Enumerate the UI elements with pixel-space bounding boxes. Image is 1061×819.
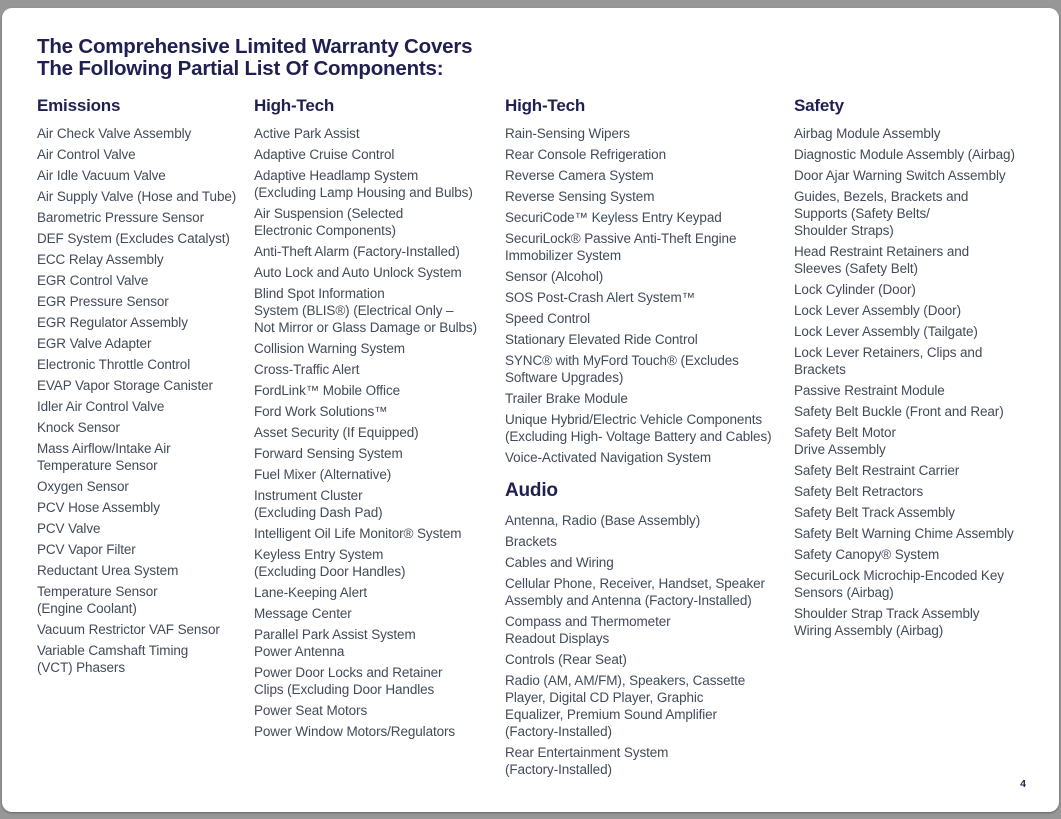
component-item bbox=[254, 403, 502, 420]
component-line: Reverse Sensing System bbox=[505, 189, 655, 204]
component-item bbox=[505, 575, 793, 609]
component-line: Clips (Excluding Door Handles bbox=[254, 682, 435, 697]
section-heading: High-Tech bbox=[254, 96, 335, 115]
component-item bbox=[254, 243, 502, 260]
page-title-line-2: The Following Partial List Of Components: bbox=[37, 57, 444, 80]
component-line: (Excluding Lamp Housing and Bulbs) bbox=[254, 185, 473, 200]
component-line: Ford Work Solutions™ bbox=[254, 404, 388, 419]
component-line: Supports (Safety Belts/ bbox=[794, 206, 930, 221]
component-line: Equalizer, Premium Sound Amplifier bbox=[505, 707, 717, 722]
component-line: Power Window Motors/Regulators bbox=[254, 724, 456, 739]
component-item bbox=[505, 125, 793, 142]
component-item bbox=[505, 209, 793, 226]
component-line: Vacuum Restrictor VAF Sensor bbox=[37, 622, 220, 637]
component-line: SecuriCode™ Keyless Entry Keypad bbox=[505, 210, 722, 225]
component-line: Air Control Valve bbox=[37, 147, 136, 162]
component-line: SOS Post-Crash Alert System™ bbox=[505, 290, 696, 305]
component-line: Barometric Pressure Sensor bbox=[37, 210, 204, 225]
component-item bbox=[37, 146, 251, 163]
component-line: Variable Camshaft Timing bbox=[37, 643, 189, 658]
component-line: Sensor (Alcohol) bbox=[505, 269, 604, 284]
component-line: Intelligent Oil Life Monitor® System bbox=[254, 526, 462, 541]
section-safety bbox=[794, 96, 1056, 639]
component-line: (Engine Coolant) bbox=[37, 601, 137, 616]
component-line: EGR Pressure Sensor bbox=[37, 294, 169, 309]
component-line: (VCT) Phasers bbox=[37, 660, 125, 675]
section-audio bbox=[505, 480, 793, 778]
component-item bbox=[794, 344, 1056, 378]
component-line: Temperature Sensor bbox=[37, 458, 158, 473]
component-line: Rear Console Refrigeration bbox=[505, 147, 666, 162]
component-item bbox=[794, 243, 1056, 277]
component-line: Air Supply Valve (Hose and Tube) bbox=[37, 189, 237, 204]
section-high-tech bbox=[505, 96, 793, 466]
component-line: Power Antenna bbox=[254, 644, 345, 659]
component-item bbox=[794, 525, 1056, 542]
component-item bbox=[794, 462, 1056, 479]
component-line: PCV Valve bbox=[37, 521, 101, 536]
component-item bbox=[254, 340, 502, 357]
component-line: Safety Belt Warning Chime Assembly bbox=[794, 526, 1014, 541]
component-item bbox=[254, 285, 502, 336]
component-line: Shoulder Strap Track Assembly bbox=[794, 606, 980, 621]
component-item bbox=[794, 188, 1056, 239]
warranty-column-1 bbox=[37, 96, 251, 676]
component-item bbox=[505, 554, 793, 571]
component-line: Air Check Valve Assembly bbox=[37, 126, 192, 141]
component-item bbox=[37, 419, 251, 436]
component-item bbox=[254, 424, 502, 441]
component-item bbox=[505, 411, 793, 445]
component-line: Cross-Traffic Alert bbox=[254, 362, 360, 377]
component-line: Player, Digital CD Player, Graphic bbox=[505, 690, 704, 705]
component-item bbox=[505, 188, 793, 205]
component-item bbox=[254, 205, 502, 239]
component-item bbox=[37, 440, 251, 474]
component-item bbox=[37, 314, 251, 331]
component-line: ECC Relay Assembly bbox=[37, 252, 164, 267]
component-item bbox=[37, 621, 251, 638]
component-line: Safety Belt Restraint Carrier bbox=[794, 463, 960, 478]
component-line: Parallel Park Assist System bbox=[254, 627, 416, 642]
component-item bbox=[37, 642, 251, 676]
component-item bbox=[37, 188, 251, 205]
component-line: Reverse Camera System bbox=[505, 168, 654, 183]
component-item bbox=[505, 331, 793, 348]
component-item bbox=[254, 445, 502, 462]
component-item bbox=[37, 272, 251, 289]
component-item bbox=[794, 504, 1056, 521]
component-item bbox=[794, 605, 1056, 639]
component-line: Trailer Brake Module bbox=[505, 391, 628, 406]
component-line: Power Seat Motors bbox=[254, 703, 368, 718]
component-item bbox=[254, 167, 502, 201]
component-item bbox=[254, 605, 502, 622]
component-line: Software Upgrades) bbox=[505, 370, 624, 385]
component-item bbox=[254, 466, 502, 483]
component-line: Rear Entertainment System bbox=[505, 745, 669, 760]
component-line: Brackets bbox=[505, 534, 557, 549]
component-item bbox=[37, 125, 251, 142]
page-title bbox=[37, 36, 472, 80]
component-line: EGR Regulator Assembly bbox=[37, 315, 188, 330]
component-line: Message Center bbox=[254, 606, 352, 621]
component-item bbox=[505, 167, 793, 184]
component-line: Keyless Entry System bbox=[254, 547, 384, 562]
component-line: Air Idle Vacuum Valve bbox=[37, 168, 166, 183]
component-line: Door Ajar Warning Switch Assembly bbox=[794, 168, 1006, 183]
component-line: Lock Lever Assembly (Door) bbox=[794, 303, 961, 318]
component-line: Instrument Cluster bbox=[254, 488, 363, 503]
component-line: Cables and Wiring bbox=[505, 555, 614, 570]
component-line: (Factory-Installed) bbox=[505, 762, 612, 777]
component-line: Readout Displays bbox=[505, 631, 610, 646]
component-item bbox=[505, 390, 793, 407]
component-line: Airbag Module Assembly bbox=[794, 126, 941, 141]
component-line: (Excluding High- Voltage Battery and Cables) bbox=[505, 429, 772, 444]
component-line: SYNC® with MyFord Touch® (Excludes bbox=[505, 353, 739, 368]
component-line: DEF System (Excludes Catalyst) bbox=[37, 231, 230, 246]
component-item bbox=[505, 352, 793, 386]
component-line: Head Restraint Retainers and bbox=[794, 244, 970, 259]
component-line: Assembly and Antenna (Factory-Installed) bbox=[505, 593, 752, 608]
component-item bbox=[794, 323, 1056, 340]
component-item bbox=[254, 626, 502, 660]
component-item bbox=[505, 651, 793, 668]
component-item bbox=[794, 146, 1056, 163]
component-item bbox=[505, 744, 793, 778]
component-line: Lock Lever Assembly (Tailgate) bbox=[794, 324, 978, 339]
component-line: Diagnostic Module Assembly (Airbag) bbox=[794, 147, 1015, 162]
component-line: Air Suspension (Selected bbox=[254, 206, 404, 221]
component-line: Radio (AM, AM/FM), Speakers, Cassette bbox=[505, 673, 746, 688]
component-line: Guides, Bezels, Brackets and bbox=[794, 189, 969, 204]
component-line: (Excluding Door Handles) bbox=[254, 564, 406, 579]
component-line: Idler Air Control Valve bbox=[37, 399, 165, 414]
component-line: Sleeves (Safety Belt) bbox=[794, 261, 918, 276]
component-item bbox=[794, 403, 1056, 420]
component-item bbox=[37, 398, 251, 415]
component-item bbox=[505, 310, 793, 327]
component-line: Anti-Theft Alarm (Factory-Installed) bbox=[254, 244, 460, 259]
component-item bbox=[794, 281, 1056, 298]
component-item bbox=[37, 335, 251, 352]
component-item bbox=[254, 525, 502, 542]
component-line: Compass and Thermometer bbox=[505, 614, 671, 629]
component-line: Asset Security (If Equipped) bbox=[254, 425, 419, 440]
section-heading: Emissions bbox=[37, 96, 121, 115]
component-line: System (BLIS®) (Electrical Only – bbox=[254, 303, 454, 318]
component-line: Adaptive Headlamp System bbox=[254, 168, 419, 183]
component-item bbox=[37, 230, 251, 247]
component-line: PCV Vapor Filter bbox=[37, 542, 136, 557]
component-line: EGR Control Valve bbox=[37, 273, 149, 288]
component-line: Brackets bbox=[794, 362, 846, 377]
component-item bbox=[505, 146, 793, 163]
component-item bbox=[37, 377, 251, 394]
component-line: (Excluding Dash Pad) bbox=[254, 505, 383, 520]
component-item bbox=[37, 562, 251, 579]
section-heading: Audio bbox=[505, 480, 558, 501]
component-line: Safety Belt Track Assembly bbox=[794, 505, 955, 520]
component-item bbox=[254, 723, 502, 740]
component-item bbox=[254, 146, 502, 163]
component-line: Adaptive Cruise Control bbox=[254, 147, 395, 162]
component-item bbox=[794, 483, 1056, 500]
component-line: Controls (Rear Seat) bbox=[505, 652, 627, 667]
component-item bbox=[505, 512, 793, 529]
component-line: Antenna, Radio (Base Assembly) bbox=[505, 513, 701, 528]
component-line: Cellular Phone, Receiver, Handset, Speaker bbox=[505, 576, 765, 591]
component-line: Knock Sensor bbox=[37, 420, 120, 435]
page-number: 4 bbox=[1020, 778, 1026, 790]
component-item bbox=[254, 584, 502, 601]
component-item bbox=[37, 356, 251, 373]
component-line: Drive Assembly bbox=[794, 442, 886, 457]
warranty-column-3 bbox=[505, 96, 793, 778]
warranty-column-2 bbox=[254, 96, 502, 740]
section-emissions bbox=[37, 96, 251, 676]
section-high-tech bbox=[254, 96, 502, 740]
component-item bbox=[794, 567, 1056, 601]
component-item bbox=[254, 361, 502, 378]
component-line: Passive Restraint Module bbox=[794, 383, 945, 398]
component-line: Sensors (Airbag) bbox=[794, 585, 894, 600]
section-heading: High-Tech bbox=[505, 96, 586, 115]
component-line: Rain-Sensing Wipers bbox=[505, 126, 630, 141]
component-line: SecuriLock® Passive Anti-Theft Engine bbox=[505, 231, 737, 246]
component-line: Safety Belt Buckle (Front and Rear) bbox=[794, 404, 1004, 419]
component-line: (Factory-Installed) bbox=[505, 724, 612, 739]
component-line: Lock Lever Retainers, Clips and bbox=[794, 345, 983, 360]
component-item bbox=[254, 664, 502, 698]
component-line: Lock Cylinder (Door) bbox=[794, 282, 916, 297]
component-item bbox=[254, 125, 502, 142]
component-line: Electronic Components) bbox=[254, 223, 396, 238]
component-item bbox=[37, 251, 251, 268]
component-item bbox=[505, 230, 793, 264]
component-line: Safety Canopy® System bbox=[794, 547, 940, 562]
component-line: Wiring Assembly (Airbag) bbox=[794, 623, 944, 638]
component-line: Shoulder Straps) bbox=[794, 223, 894, 238]
component-line: FordLink™ Mobile Office bbox=[254, 383, 401, 398]
component-line: Power Door Locks and Retainer bbox=[254, 665, 443, 680]
component-line: Voice-Activated Navigation System bbox=[505, 450, 712, 465]
component-line: PCV Hose Assembly bbox=[37, 500, 160, 515]
component-item bbox=[37, 167, 251, 184]
component-line: EGR Valve Adapter bbox=[37, 336, 152, 351]
component-line: SecuriLock Microchip-Encoded Key bbox=[794, 568, 1004, 583]
component-line: Speed Control bbox=[505, 311, 591, 326]
component-line: Unique Hybrid/Electric Vehicle Components bbox=[505, 412, 763, 427]
component-item bbox=[794, 302, 1056, 319]
component-item bbox=[37, 541, 251, 558]
component-item bbox=[37, 209, 251, 226]
component-line: Mass Airflow/Intake Air bbox=[37, 441, 171, 456]
section-heading: Safety bbox=[794, 96, 844, 115]
component-line: Safety Belt Motor bbox=[794, 425, 896, 440]
component-line: Temperature Sensor bbox=[37, 584, 158, 599]
component-item bbox=[794, 424, 1056, 458]
component-item bbox=[794, 382, 1056, 399]
component-item bbox=[37, 583, 251, 617]
component-item bbox=[254, 264, 502, 281]
component-line: Auto Lock and Auto Unlock System bbox=[254, 265, 462, 280]
component-line: Active Park Assist bbox=[254, 126, 360, 141]
component-line: Oxygen Sensor bbox=[37, 479, 129, 494]
component-line: Forward Sensing System bbox=[254, 446, 403, 461]
component-item bbox=[37, 499, 251, 516]
component-line: Lane-Keeping Alert bbox=[254, 585, 368, 600]
component-item bbox=[794, 167, 1056, 184]
component-line: EVAP Vapor Storage Canister bbox=[37, 378, 213, 393]
component-item bbox=[794, 546, 1056, 563]
component-line: Collision Warning System bbox=[254, 341, 405, 356]
page-title-line-1: The Comprehensive Limited Warranty Covers bbox=[37, 35, 473, 58]
component-line: Reductant Urea System bbox=[37, 563, 179, 578]
component-item bbox=[254, 702, 502, 719]
component-line: Electronic Throttle Control bbox=[37, 357, 191, 372]
component-item bbox=[37, 293, 251, 310]
component-line: Safety Belt Retractors bbox=[794, 484, 924, 499]
component-line: Stationary Elevated Ride Control bbox=[505, 332, 698, 347]
component-item bbox=[505, 289, 793, 306]
component-item bbox=[794, 125, 1056, 142]
component-line: Not Mirror or Glass Damage or Bulbs) bbox=[254, 320, 477, 335]
component-line: Immobilizer System bbox=[505, 248, 621, 263]
component-item bbox=[254, 546, 502, 580]
component-item bbox=[505, 672, 793, 740]
component-item bbox=[254, 487, 502, 521]
component-line: Blind Spot Information bbox=[254, 286, 385, 301]
warranty-document-page bbox=[2, 8, 1059, 812]
component-item bbox=[505, 449, 793, 466]
component-item bbox=[505, 613, 793, 647]
component-item bbox=[505, 533, 793, 550]
warranty-column-4 bbox=[794, 96, 1056, 639]
component-item bbox=[37, 520, 251, 537]
component-item bbox=[37, 478, 251, 495]
component-item bbox=[505, 268, 793, 285]
component-line: Fuel Mixer (Alternative) bbox=[254, 467, 392, 482]
component-item bbox=[254, 382, 502, 399]
